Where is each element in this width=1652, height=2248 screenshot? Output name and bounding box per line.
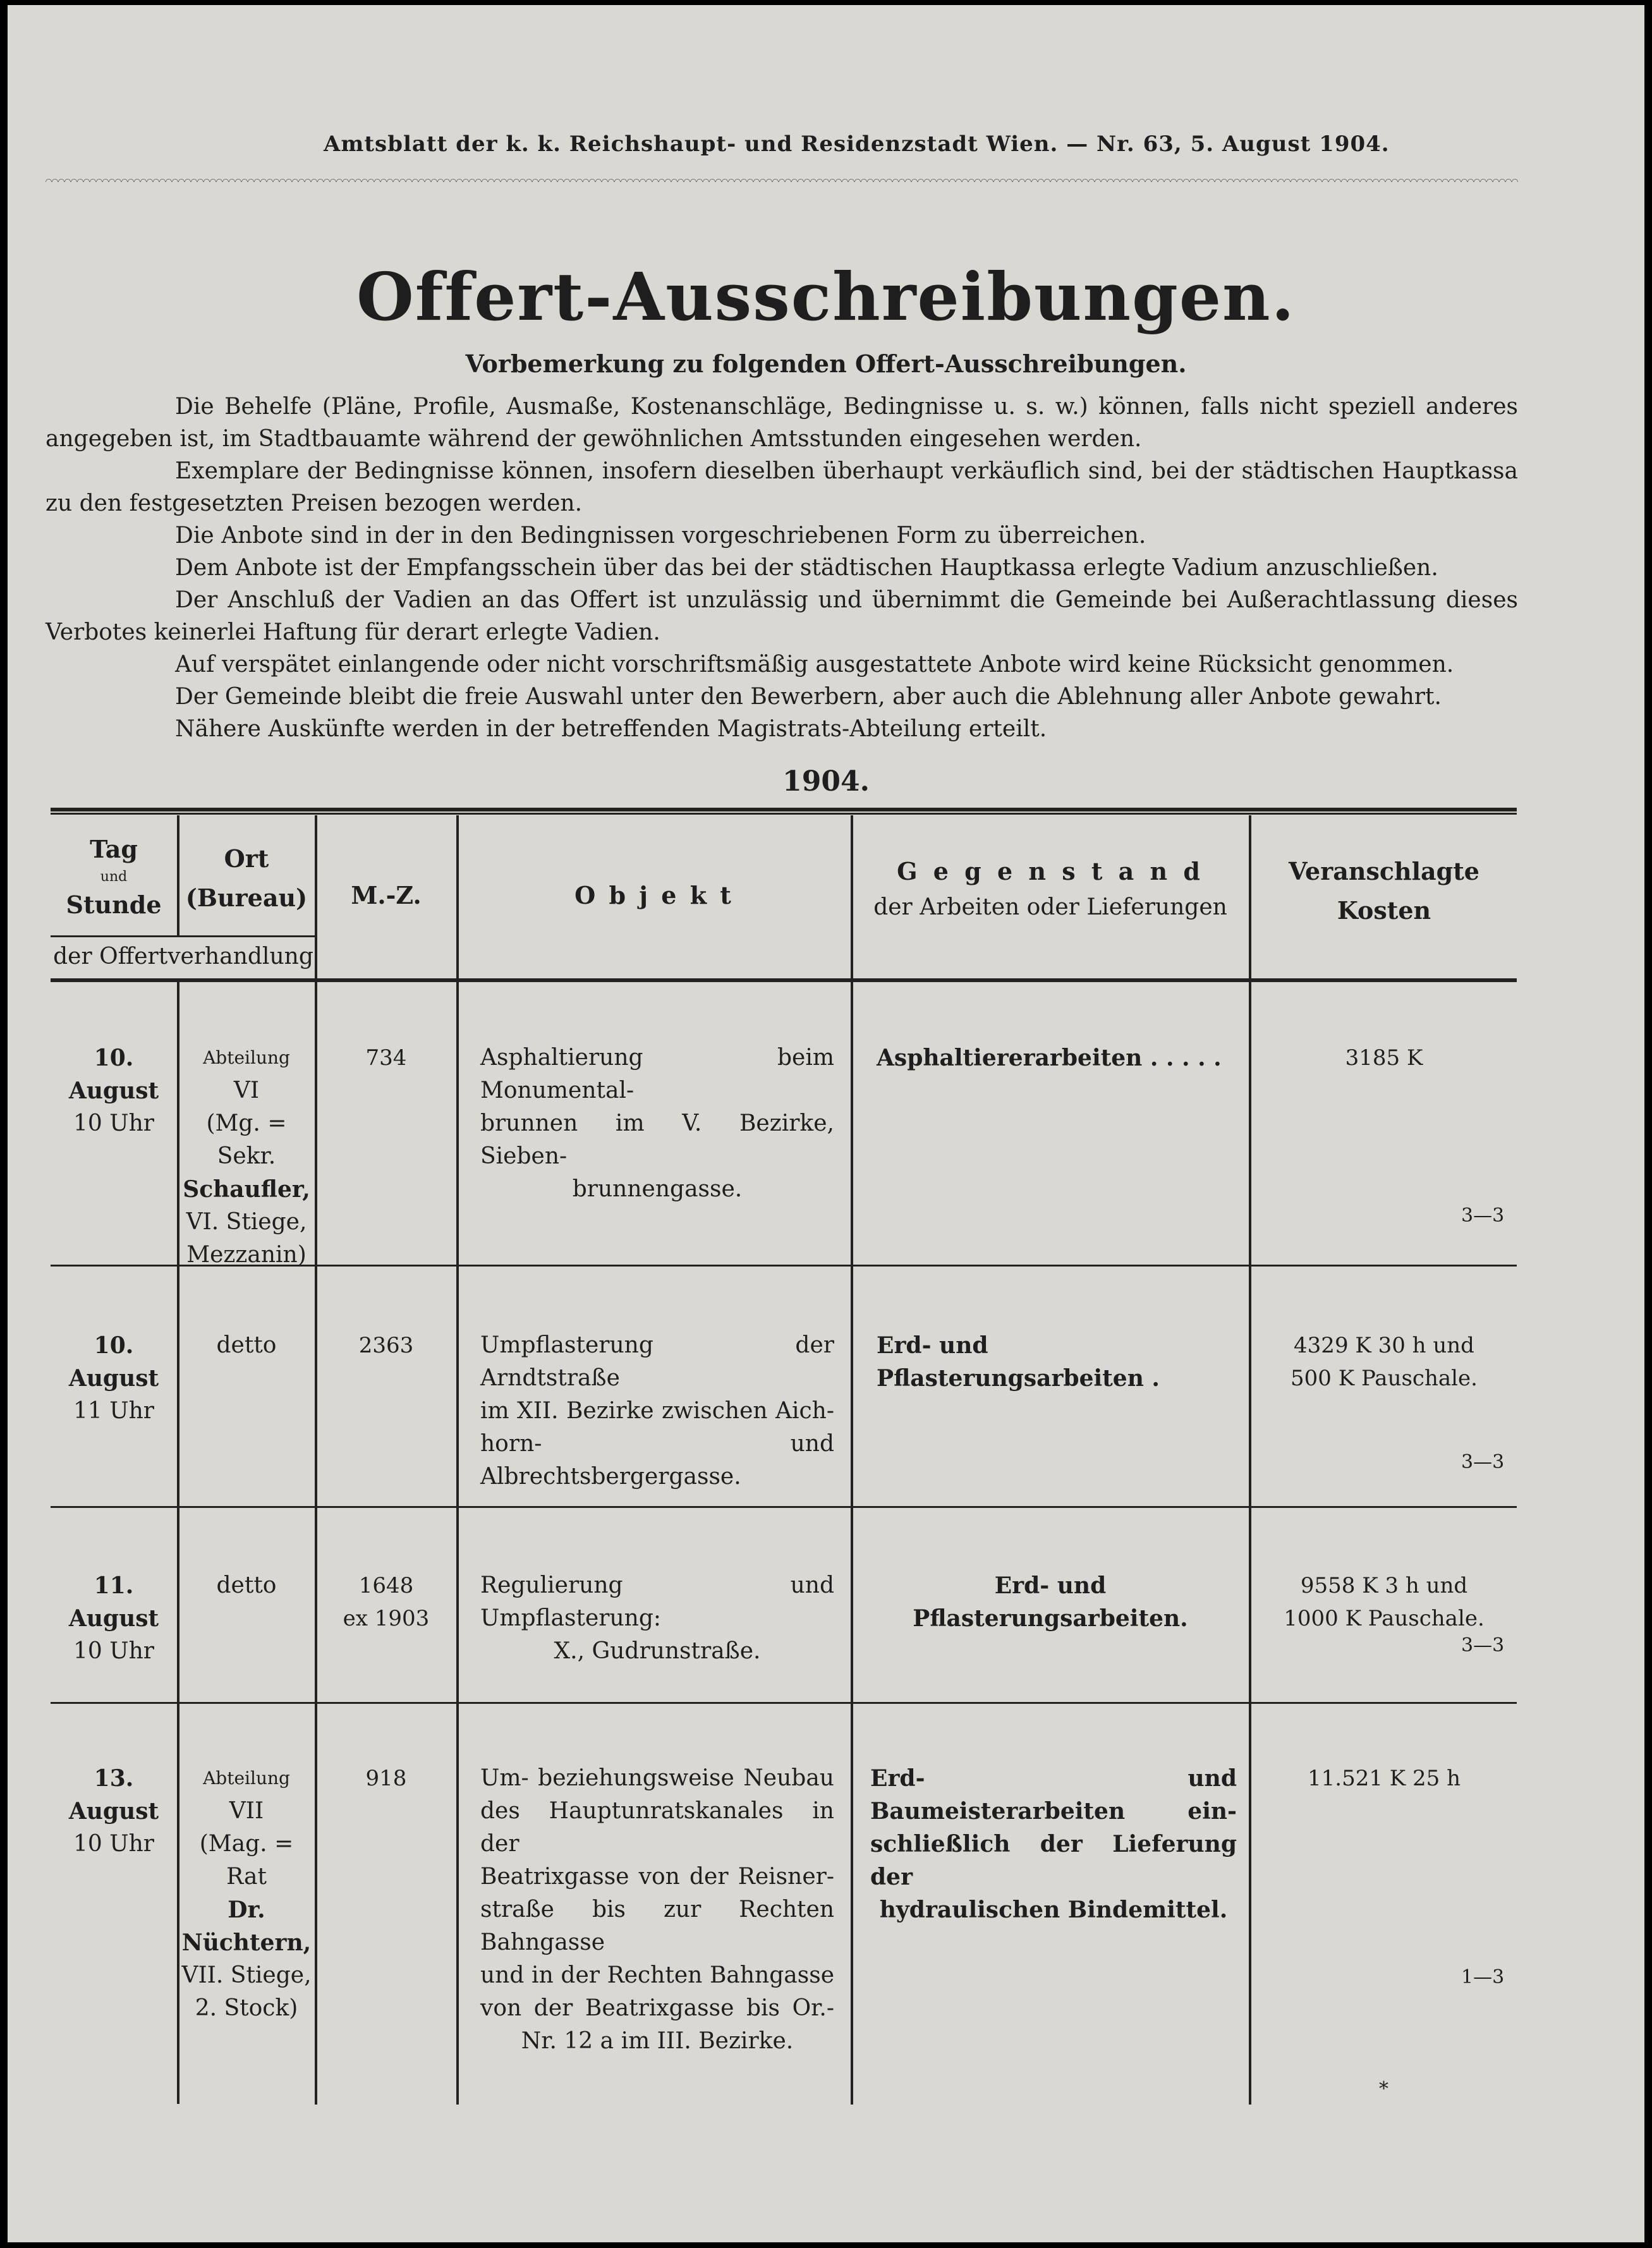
header-objekt: O b j e k t bbox=[574, 881, 734, 909]
table-row-1-ref: 3—3 bbox=[1461, 1205, 1505, 1227]
row-time: 10 Uhr bbox=[73, 1831, 154, 1857]
gegenstand-line: schließlich der Lieferung der bbox=[870, 1831, 1237, 1890]
header-stunde: Stunde bbox=[66, 890, 162, 919]
intro-paragraph: Der Gemeinde bleibt die freie Auswahl unter den Bewerbern, aber auch die Ablehnung aller Anbote gewahrt. bbox=[175, 684, 1442, 710]
objekt-line: horn- und Albrechtsbergergasse. bbox=[480, 1431, 834, 1490]
gegenstand-line: hydraulischen Bindemittel. bbox=[879, 1897, 1228, 1923]
kosten-line: 4329 K 30 h und bbox=[1294, 1333, 1474, 1358]
header-gegenstand bbox=[853, 852, 1248, 924]
document-page bbox=[8, 5, 1644, 2242]
table-row-1-kosten: 3185 K bbox=[1345, 1045, 1423, 1071]
intro-paragraph: Auf verspätet einlangende oder nicht vorschriftsmäßig ausgestattete Anbote wird keine Rücksicht genommen. bbox=[175, 652, 1454, 677]
row-divider bbox=[51, 1702, 1517, 1704]
header-ort-sub: (Bureau) bbox=[185, 884, 308, 912]
row-time: 10 Uhr bbox=[73, 1638, 154, 1664]
ort-line: Abteilung bbox=[203, 1047, 290, 1068]
page-header: Amtsblatt der k. k. Reichshaupt- und Residenzstadt Wien. — Nr. 63, 5. August 1904. bbox=[324, 131, 1390, 157]
column-divider bbox=[456, 815, 459, 2105]
column-divider bbox=[1249, 815, 1251, 2105]
table-row-2-tag bbox=[52, 1329, 176, 1428]
ort-line: Nüchtern, bbox=[181, 1929, 312, 1956]
table-top-rule bbox=[51, 808, 1517, 811]
table-row-1-objekt bbox=[480, 1042, 834, 1206]
ort-line: Schaufler, bbox=[183, 1176, 310, 1203]
objekt-line: des Hauptunratskanales in der bbox=[480, 1798, 834, 1857]
objekt-line: Umpflasterung der Arndtstraße bbox=[480, 1332, 834, 1391]
ort-line: VI bbox=[233, 1078, 260, 1103]
row-date: 13. August bbox=[68, 1765, 159, 1825]
header-tag: Tag bbox=[90, 835, 138, 863]
header-ort bbox=[179, 839, 313, 918]
row-date: 10. August bbox=[68, 1045, 159, 1104]
objekt-line: brunnen im V. Bezirke, Sieben- bbox=[480, 1110, 834, 1169]
table-row-3-ort: detto bbox=[216, 1572, 277, 1598]
table-row-4-gegenstand bbox=[870, 1762, 1237, 1926]
kosten-line: 500 K Pauschale. bbox=[1291, 1366, 1478, 1391]
table-row-1-tag bbox=[52, 1042, 176, 1140]
table-row-3-objekt bbox=[480, 1569, 834, 1668]
table-row-4-kosten: 11.521 K 25 h bbox=[1308, 1766, 1461, 1791]
objekt-line: Um- beziehungsweise Neubau bbox=[480, 1765, 834, 1791]
intro-text bbox=[46, 391, 1518, 745]
table-row-2-mz: 2363 bbox=[358, 1333, 414, 1358]
header-split-rule bbox=[51, 935, 316, 937]
objekt-line: im XII. Bezirke zwischen Aich- bbox=[480, 1398, 834, 1424]
header-kosten-title: Veranschlagte bbox=[1289, 857, 1479, 885]
table-top-rule-inner bbox=[51, 813, 1517, 815]
column-divider bbox=[851, 815, 853, 2105]
header-gegenstand-title: G e g e n s t a n d bbox=[897, 857, 1204, 885]
table-row-1-gegenstand: Asphaltiererarbeiten . . . . . bbox=[877, 1045, 1222, 1071]
row-divider bbox=[51, 1506, 1517, 1508]
intro-paragraph: Nähere Auskünfte werden in der betreffenden Magistrats-Abteilung erteilt. bbox=[175, 716, 1047, 742]
header-kosten-sub: Kosten bbox=[1337, 896, 1431, 925]
ort-line: Mezzanin) bbox=[186, 1242, 307, 1268]
ort-line: Dr. bbox=[228, 1897, 265, 1923]
header-gegenstand-sub: der Arbeiten oder Lieferungen bbox=[873, 894, 1227, 920]
gegenstand-line: Erd- und Baumeisterarbeiten ein- bbox=[870, 1765, 1237, 1825]
header-kosten bbox=[1251, 852, 1517, 930]
ort-line: VII. Stiege, bbox=[181, 1962, 312, 1988]
objekt-line: Beatrixgasse von der Reisner- bbox=[480, 1864, 834, 1890]
row-time: 11 Uhr bbox=[73, 1398, 154, 1424]
header-mz: M.-Z. bbox=[351, 881, 422, 909]
objekt-line: Asphaltierung beim Monumental- bbox=[480, 1045, 834, 1103]
table-row-3-kosten bbox=[1251, 1569, 1517, 1635]
table-row-1-ort bbox=[179, 1042, 313, 1272]
row-date: 11. August bbox=[68, 1572, 159, 1632]
table-row-1-mz: 734 bbox=[365, 1045, 407, 1071]
table-row-2-kosten bbox=[1251, 1329, 1517, 1395]
intro-paragraph: Die Behelfe (Pläne, Profile, Ausmaße, Kostenanschläge, Bedingnisse u. s. w.) können, falls nicht speziell anderes angegeben ist, im Stadtbauamte während der gewöhnlichen Amtsstunden eingesehen werden. bbox=[46, 394, 1518, 452]
year-heading: 1904. bbox=[782, 765, 870, 798]
ort-line: 2. Stock) bbox=[195, 1995, 298, 2021]
objekt-line: X., Gudrunstraße. bbox=[554, 1638, 761, 1664]
table-row-2-ref: 3—3 bbox=[1461, 1451, 1505, 1473]
table-row-2-objekt bbox=[480, 1329, 834, 1493]
table-row-3-mz bbox=[317, 1569, 455, 1635]
table-row-4-ref: 1—3 bbox=[1461, 1966, 1505, 1988]
row-date: 10. August bbox=[68, 1332, 159, 1392]
table-row-3-gegenstand: Erd- und Pflasterungsarbeiten. bbox=[913, 1572, 1188, 1632]
header-shared: der Offertverhandlung bbox=[53, 944, 313, 969]
mz-line: ex 1903 bbox=[343, 1606, 430, 1631]
footnote-asterisk: * bbox=[1379, 2078, 1388, 2100]
intro-paragraph: Die Anbote sind in der in den Bedingnissen vorgeschriebenen Form zu überreichen. bbox=[175, 523, 1146, 549]
intro-paragraph: Der Anschluß der Vadien an das Offert ist unzulässig und übernimmt die Gemeinde bei Außerachtlassung dieses Verbotes keinerlei Haftung für derart erlegte Vadien. bbox=[46, 587, 1518, 645]
table-row-2-gegenstand: Erd- und Pflasterungsarbeiten . bbox=[877, 1332, 1160, 1392]
table-row-4-tag bbox=[52, 1762, 176, 1861]
table-row-2-ort: detto bbox=[216, 1332, 277, 1358]
ort-line: VI. Stiege, bbox=[186, 1209, 307, 1235]
page-title: Offert-Ausschreibungen. bbox=[356, 258, 1296, 336]
objekt-line: und in der Rechten Bahngasse bbox=[480, 1962, 834, 1988]
intro-paragraph: Exemplare der Bedingnisse können, insofern dieselben überhaupt verkäuflich sind, bei der städtischen Hauptkassa zu den festgesetzten Preisen bezogen werden. bbox=[46, 458, 1518, 516]
table-row-4-ort bbox=[179, 1762, 313, 2025]
header-wavy-rule bbox=[46, 176, 1518, 182]
objekt-line: brunnengasse. bbox=[572, 1176, 743, 1202]
kosten-line: 1000 K Pauschale. bbox=[1284, 1606, 1485, 1631]
table-row-3-tag bbox=[52, 1569, 176, 1668]
row-time: 10 Uhr bbox=[73, 1110, 154, 1136]
header-tag-stunde bbox=[52, 830, 176, 925]
ort-line: Abteilung bbox=[203, 1768, 290, 1789]
header-bottom-rule bbox=[51, 978, 1517, 982]
objekt-line: Regulierung und Umpflasterung: bbox=[480, 1572, 834, 1631]
column-divider bbox=[315, 815, 317, 2105]
page-subtitle: Vorbemerkung zu folgenden Offert-Ausschreibungen. bbox=[465, 349, 1187, 378]
table-row-4-objekt bbox=[480, 1762, 834, 2058]
table-row-4-mz: 918 bbox=[365, 1766, 407, 1791]
ort-line: (Mg. = Sekr. bbox=[206, 1110, 287, 1169]
ort-line: (Mag. = Rat bbox=[199, 1831, 294, 1890]
ort-line: VII bbox=[229, 1798, 264, 1824]
objekt-line: straße bis zur Rechten Bahngasse bbox=[480, 1897, 834, 1955]
header-und: und bbox=[100, 869, 128, 885]
kosten-line: 9558 K 3 h und bbox=[1300, 1573, 1468, 1598]
mz-line: 1648 bbox=[358, 1573, 414, 1598]
header-ort-title: Ort bbox=[224, 844, 269, 873]
intro-paragraph: Dem Anbote ist der Empfangsschein über das bei der städtischen Hauptkassa erlegte Vadium anzuschließen. bbox=[175, 555, 1438, 581]
objekt-line: von der Beatrixgasse bis Or.- bbox=[480, 1995, 834, 2021]
table-row-3-ref: 3—3 bbox=[1461, 1634, 1505, 1656]
objekt-line: Nr. 12 a im III. Bezirke. bbox=[521, 2028, 794, 2054]
